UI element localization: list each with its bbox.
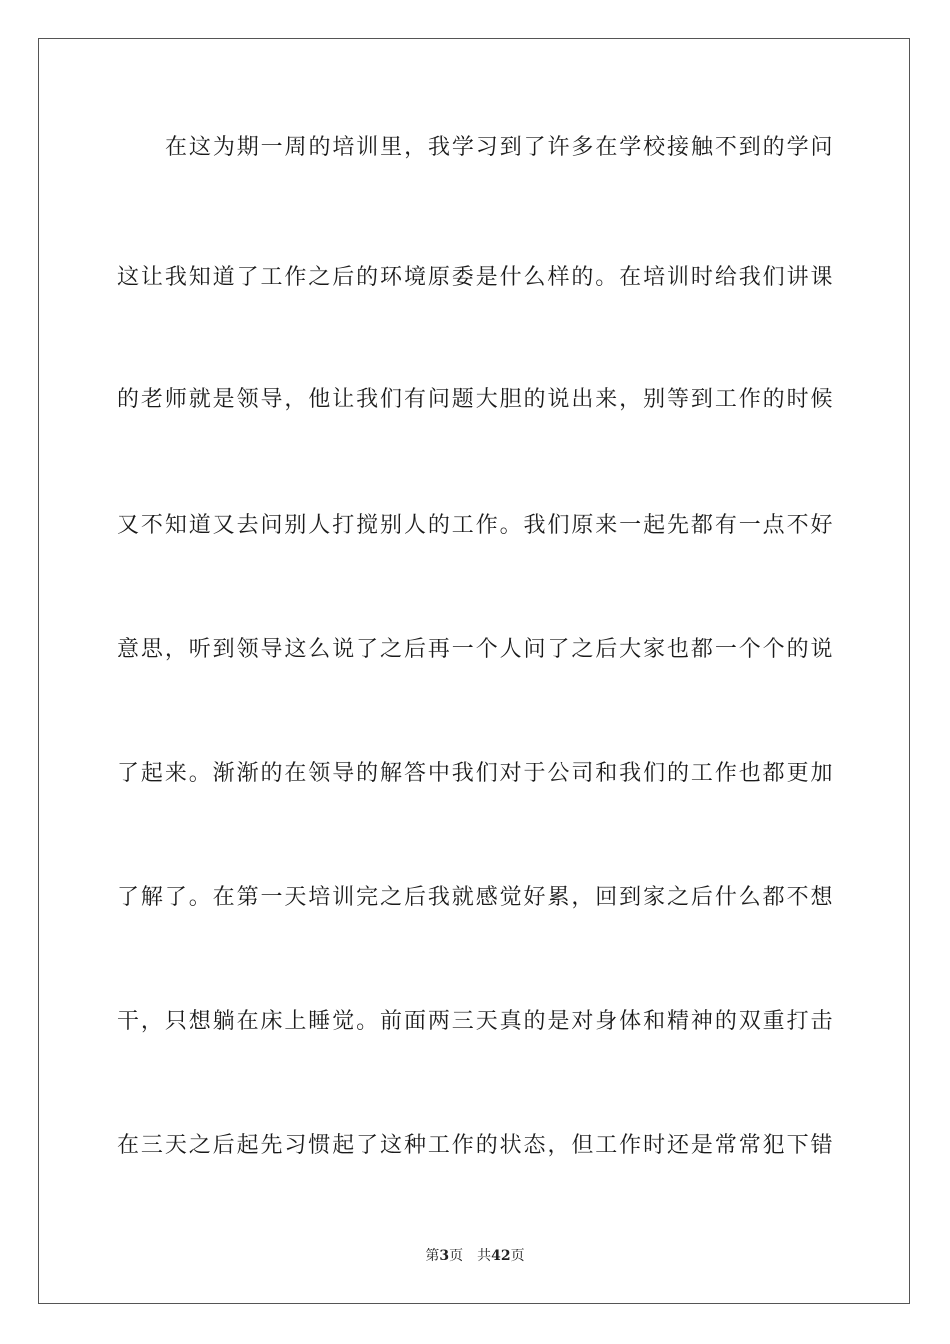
total-prefix: 共	[477, 1248, 492, 1264]
page-suffix: 页	[449, 1248, 464, 1264]
page-footer	[0, 1246, 950, 1266]
paragraph-line: 在这为期一周的培训里，我学习到了许多在学校接触不到的学问	[165, 135, 833, 160]
paragraph-line: 这让我知道了工作之后的环境原委是什么样的。在培训时给我们讲课	[117, 265, 833, 290]
page-prefix: 第	[425, 1248, 440, 1264]
page-border	[38, 38, 910, 1304]
page-number: 3	[439, 1248, 450, 1264]
total-pages: 42	[491, 1248, 511, 1264]
paragraph-line: 的老师就是领导，他让我们有问题大胆的说出来，别等到工作的时候	[117, 387, 833, 412]
paragraph-line: 在三天之后起先习惯起了这种工作的状态，但工作时还是常常犯下错	[117, 1133, 833, 1158]
paragraph-line: 了起来。渐渐的在领导的解答中我们对于公司和我们的工作也都更加	[117, 761, 833, 786]
paragraph-line: 意思，听到领导这么说了之后再一个人问了之后大家也都一个个的说	[117, 637, 833, 662]
total-suffix: 页	[510, 1248, 525, 1264]
paragraph-line: 了解了。在第一天培训完之后我就感觉好累，回到家之后什么都不想	[117, 885, 833, 910]
paragraph-line: 干，只想躺在床上睡觉。前面两三天真的是对身体和精神的双重打击	[117, 1009, 833, 1034]
paragraph-line: 又不知道又去问别人打搅别人的工作。我们原来一起先都有一点不好	[117, 513, 833, 538]
